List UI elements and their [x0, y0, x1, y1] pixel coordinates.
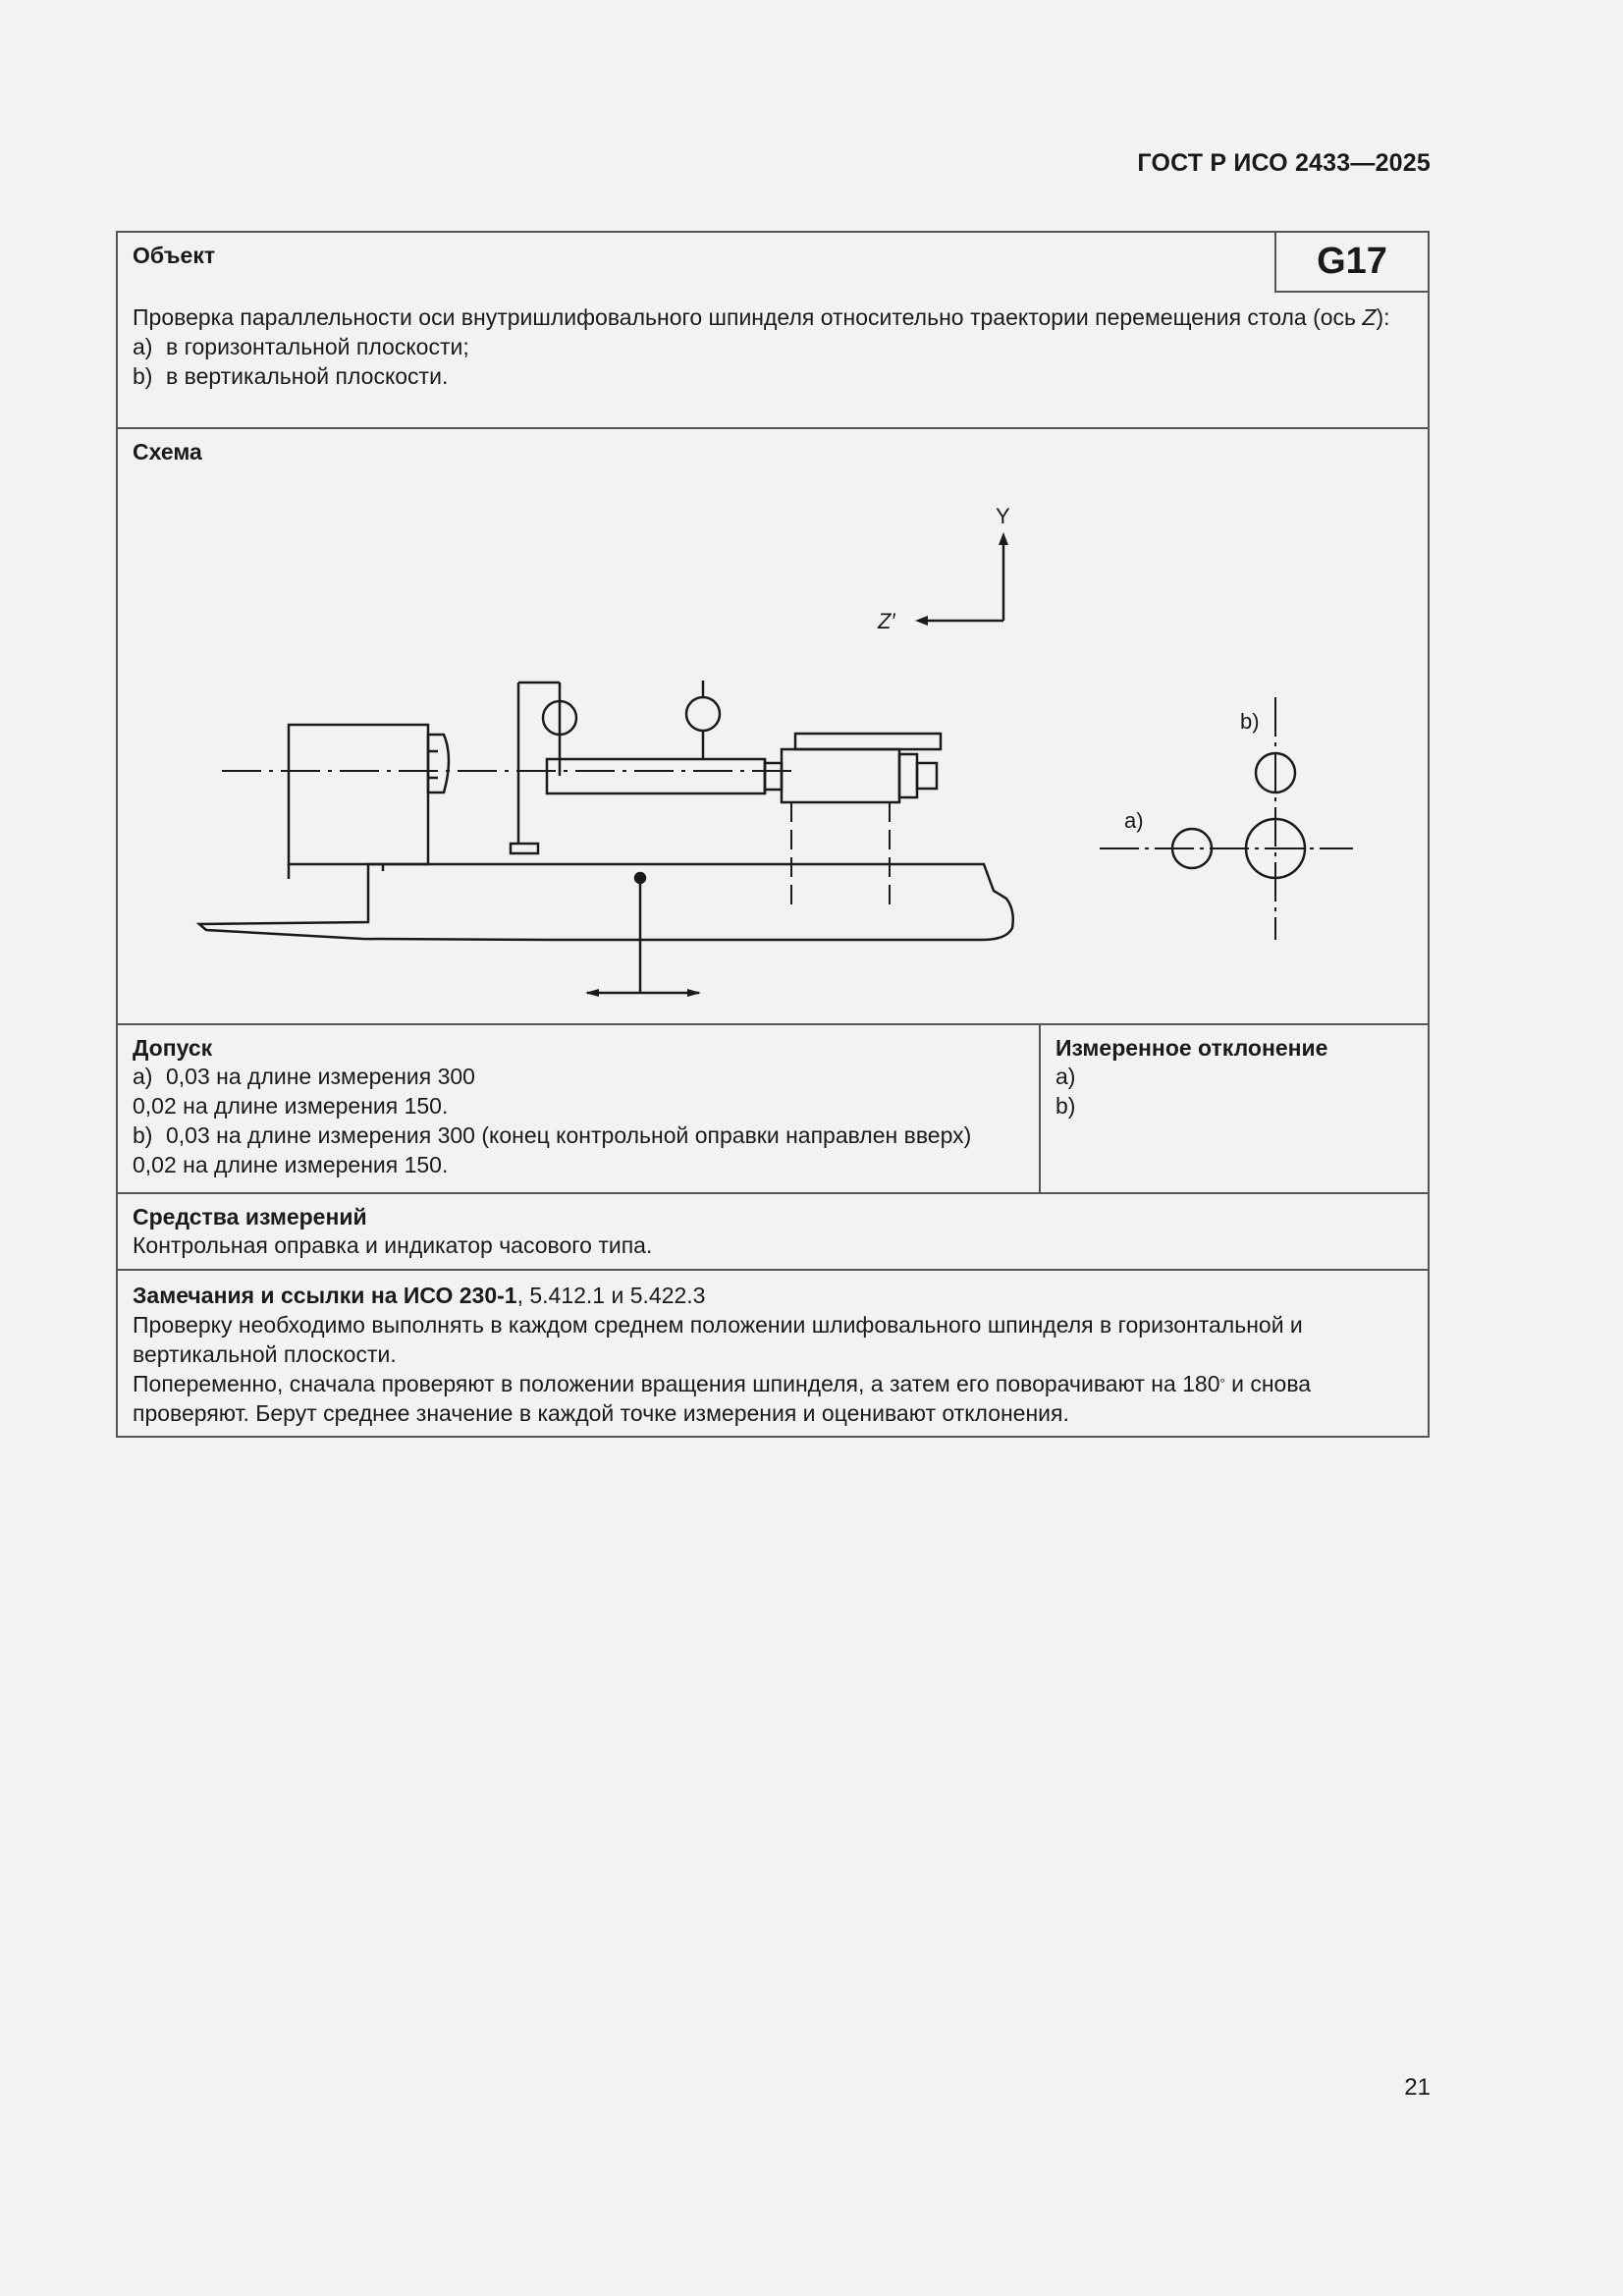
item-text: в горизонтальной плоскости; [166, 334, 469, 359]
object-section [118, 233, 1428, 427]
instruments-label: Средства измерений [133, 1204, 367, 1230]
tolerance-cell [118, 1025, 1041, 1192]
scheme-label: Схема [133, 439, 202, 465]
notes-refs: , 5.412.1 и 5.422.3 [516, 1283, 706, 1308]
tolerance-line: 0,02 на длине измерения 150. [133, 1093, 449, 1119]
notes-section [118, 1269, 1428, 1436]
tolerance-line [133, 1121, 1024, 1150]
tolerance-text: 0,03 на длине измерения 300 (конец контрольной оправки направлен вверх) [166, 1122, 972, 1148]
notes-text: Попеременно, сначала проверяют в положении вращения шпинделя, а затем его поворачивают на 180 [133, 1371, 1220, 1396]
axis-y-label: Y [996, 504, 1010, 528]
degree-sign: ° [1219, 1376, 1225, 1391]
axis-name: Z [1362, 304, 1377, 330]
tolerance-text: 0,03 на длине измерения 300 [166, 1064, 475, 1089]
tolerance-line: 0,02 на длине измерения 150. [133, 1152, 449, 1177]
document-header: ГОСТ Р ИСО 2433—2025 [1137, 149, 1431, 177]
object-label: Объект [133, 243, 216, 268]
object-item-a [133, 332, 1413, 361]
view-a-label: a) [1124, 808, 1144, 833]
measured-label: Измеренное отклонение [1055, 1035, 1328, 1061]
axis-system [877, 504, 1010, 633]
object-description-prefix: Проверка параллельности оси внутришлифовального шпинделя относительно траектории перемещения стола (ось [133, 304, 1363, 330]
notes-heading [133, 1281, 1413, 1310]
item-letter: a) [133, 1064, 153, 1089]
item-letter: b) [133, 1122, 153, 1148]
tolerance-label: Допуск [133, 1035, 213, 1061]
instruments-section [118, 1192, 1428, 1269]
notes-paragraph-2 [133, 1369, 1413, 1428]
instruments-text: Контрольная оправка и индикатор часового типа. [133, 1232, 653, 1258]
tolerance-line [133, 1062, 1024, 1091]
machine-side-view [199, 681, 1013, 997]
notes-label: Замечания и ссылки на ИСО 230-1 [133, 1283, 517, 1308]
page-number: 21 [1404, 2074, 1431, 2101]
notes-paragraph-1: Проверку необходимо выполнять в каждом среднем положении шлифовального шпинделя в горизонтальной и вертикальной плоскости. [133, 1312, 1303, 1367]
view-b-label: b) [1240, 709, 1260, 734]
check-code: G17 [1274, 233, 1428, 293]
item-letter: a) [133, 334, 153, 359]
measured-a: a) [1055, 1064, 1076, 1089]
machine-schematic [118, 429, 1428, 1023]
item-letter: b) [133, 363, 153, 389]
axis-z-label: Z′ [878, 609, 895, 633]
scheme-section [118, 427, 1428, 1023]
object-description-suffix: ): [1376, 304, 1390, 330]
tolerance-section [118, 1023, 1428, 1192]
item-text: в вертикальной плоскости. [166, 363, 449, 389]
object-item-b [133, 361, 1413, 391]
end-views [1100, 697, 1353, 940]
measured-cell [1041, 1025, 1428, 1192]
object-description [133, 302, 1413, 332]
measured-b: b) [1055, 1093, 1076, 1119]
check-table [116, 231, 1430, 1438]
notes-text: и снова проверяют. Берут среднее значение в каждой точке измерения и оценивают отклонения. [133, 1371, 1312, 1426]
